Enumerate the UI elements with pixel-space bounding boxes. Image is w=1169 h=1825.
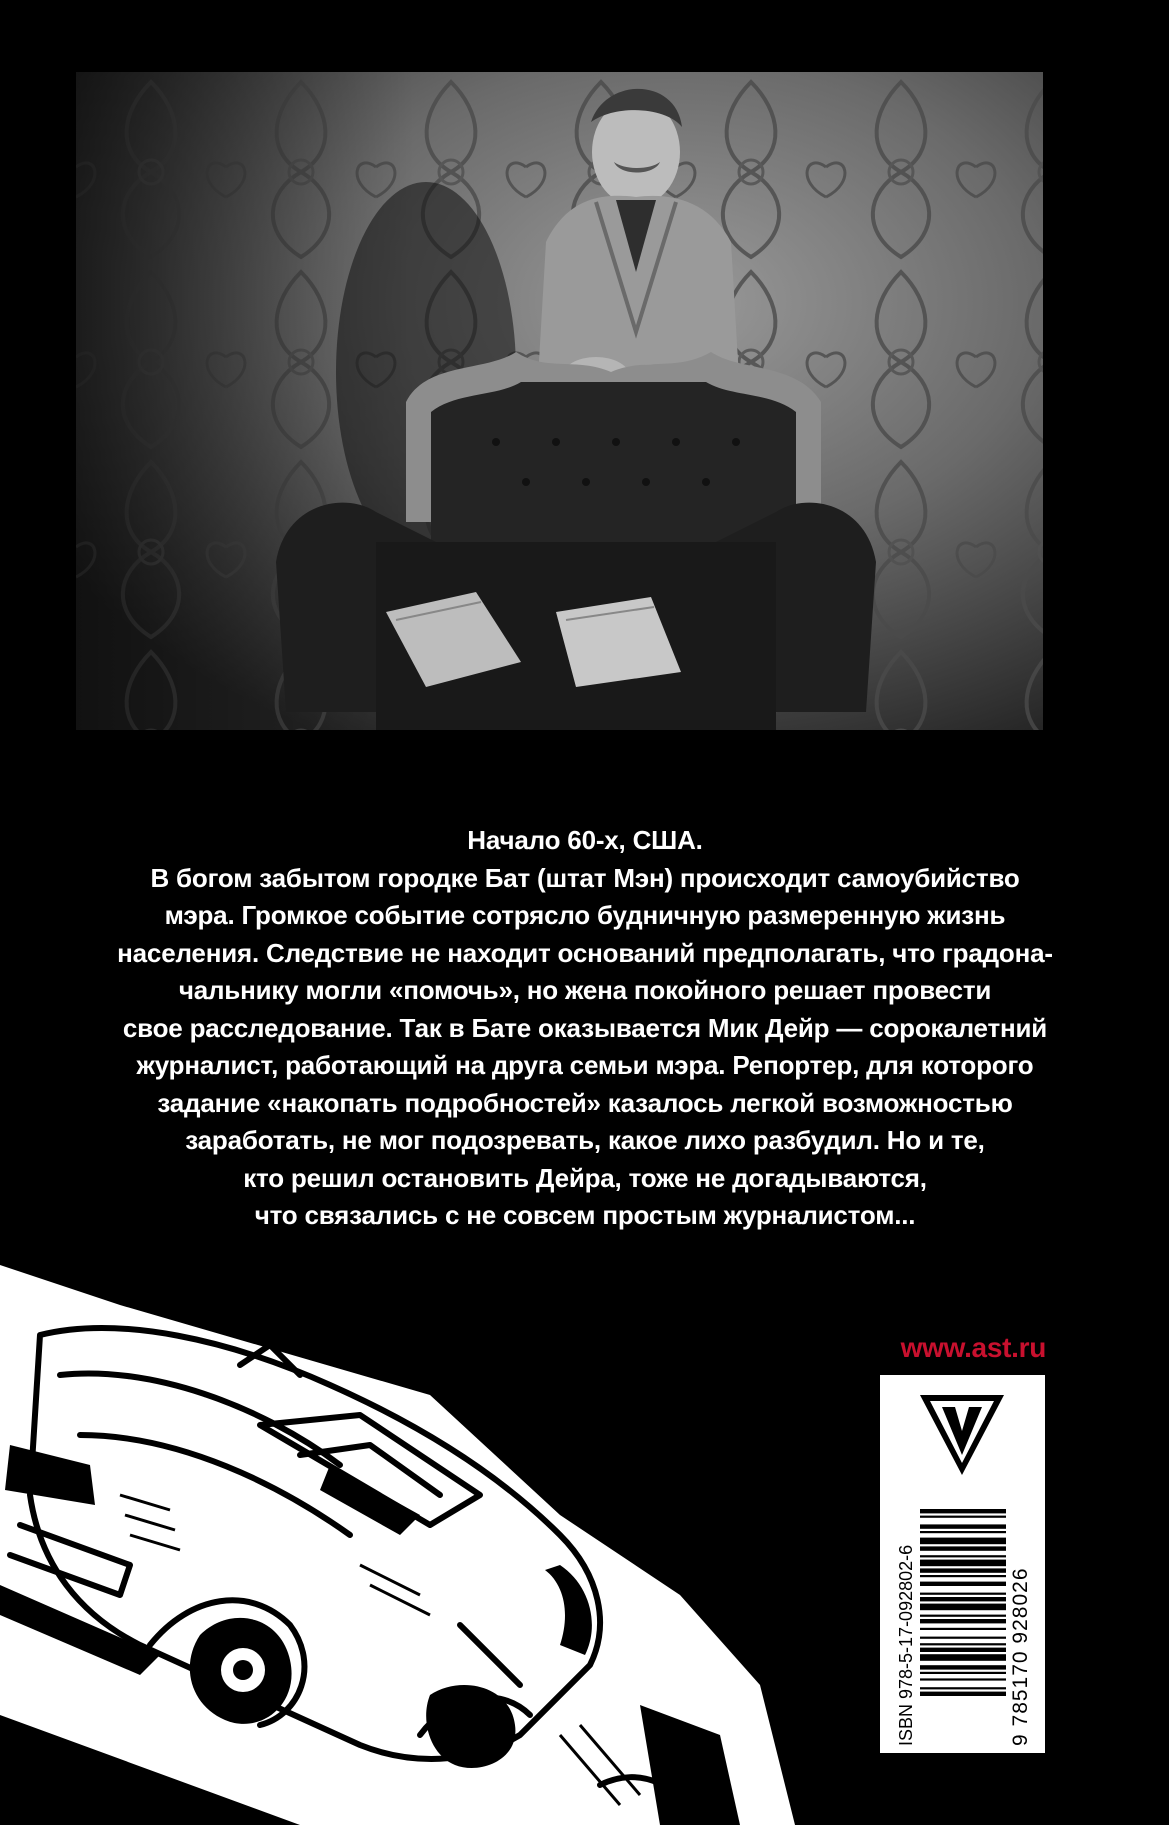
barcode-bar bbox=[920, 1597, 1006, 1601]
barcode-bar bbox=[920, 1692, 1006, 1696]
barcode-bar bbox=[920, 1509, 1006, 1513]
author-photo bbox=[76, 72, 1043, 730]
barcode-bar bbox=[920, 1555, 1006, 1557]
barcode-bar bbox=[920, 1568, 1006, 1572]
barcode-bar bbox=[920, 1538, 1006, 1545]
barcode-bar bbox=[920, 1604, 1006, 1611]
annotation-line: Начало 60-х, США. bbox=[467, 825, 703, 855]
book-annotation bbox=[60, 822, 1110, 1235]
annotation-line: В богом забытом городке Бат (штат Мэн) происходит самоубийство bbox=[150, 862, 1020, 893]
annotation-line: населения. Следствие не находит оснований предполагать, что градона- bbox=[117, 937, 1053, 968]
barcode-bar bbox=[920, 1524, 1006, 1528]
barcode-bar bbox=[920, 1582, 1006, 1586]
barcode-bar bbox=[920, 1637, 1006, 1639]
barcode-bar bbox=[920, 1575, 1006, 1577]
annotation-line: свое расследование. Так в Бате оказывается Мик Дейр — сорокалетний bbox=[122, 1012, 1048, 1043]
barcode-bar bbox=[920, 1643, 1006, 1645]
annotation-line: чальнику могли «помочь», но жена покойного решает провести bbox=[178, 975, 992, 1005]
annotation-line: задание «накопать подробностей» казалось легкой возможностью bbox=[157, 1087, 1013, 1118]
author-photo-image bbox=[76, 72, 1043, 730]
barcode-bar bbox=[920, 1516, 1006, 1518]
barcode-bar bbox=[920, 1619, 1006, 1623]
barcode-bar bbox=[920, 1678, 1006, 1680]
barcode-bar bbox=[920, 1615, 1006, 1617]
ean-number: 9 785170 928026 bbox=[1009, 1567, 1032, 1746]
isbn-number: ISBN 978-5-17-092802-6 bbox=[896, 1544, 916, 1746]
annotation-line: мэра. Громкое событие сотрясло будничную размеренную жизнь bbox=[164, 900, 1006, 930]
car-illustration bbox=[0, 1265, 900, 1825]
barcode-bar bbox=[920, 1546, 1006, 1550]
barcode-bar bbox=[920, 1648, 1006, 1652]
barcode-bar bbox=[920, 1531, 1006, 1533]
annotation-line: заработать, не мог подозревать, какое лихо разбудил. Но и те, bbox=[185, 1125, 985, 1155]
annotation-line: кто решил остановить Дейра, тоже не догадываются, bbox=[243, 1162, 927, 1193]
annotation-line: журналист, работающий на друга семьи мэра. Репортер, для которого bbox=[136, 1050, 1034, 1080]
car-drawing bbox=[0, 1265, 900, 1825]
publisher-logo bbox=[916, 1387, 1008, 1479]
barcode-bar bbox=[920, 1672, 1006, 1674]
publisher-website: www.ast.ru bbox=[900, 1332, 1046, 1363]
barcode-bar bbox=[920, 1687, 1006, 1689]
barcode-bar bbox=[920, 1560, 1006, 1567]
barcode-bar bbox=[920, 1665, 1006, 1669]
annotation-line: что связались с не совсем простым журналистом... bbox=[254, 1200, 916, 1230]
barcode-panel bbox=[880, 1375, 1045, 1753]
barcode-bar bbox=[920, 1628, 1006, 1630]
barcode-bar bbox=[920, 1593, 1006, 1595]
barcode-bar bbox=[920, 1654, 1006, 1661]
